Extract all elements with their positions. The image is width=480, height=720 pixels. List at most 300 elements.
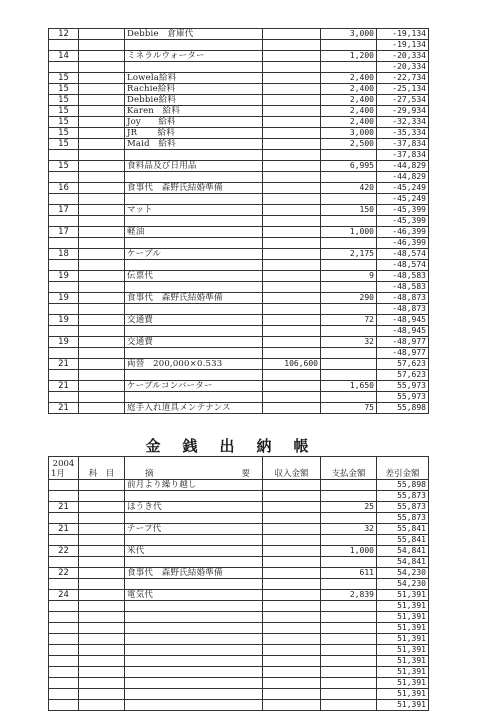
cell-day: 24 — [49, 590, 79, 601]
cell-balance: -22,734 — [377, 73, 429, 84]
cell-expense: 1,650 — [321, 381, 377, 392]
cell-day: 22 — [49, 568, 79, 579]
cell-desc: 交通費 — [125, 315, 263, 326]
cell-desc: Debbie 倉庫代 — [125, 29, 263, 40]
cell-day — [49, 700, 79, 711]
cell-balance: 57,623 — [377, 359, 429, 370]
cell-kamoku — [79, 546, 125, 557]
cell-day: 15 — [49, 73, 79, 84]
cell-kamoku — [79, 194, 125, 205]
cell-day — [49, 348, 79, 359]
cell-expense: 2,500 — [321, 139, 377, 150]
cell-desc — [125, 535, 263, 546]
cell-income — [263, 139, 321, 150]
table-row — [49, 216, 429, 227]
cell-income — [263, 326, 321, 337]
cell-day: 15 — [49, 117, 79, 128]
cell-day: 19 — [49, 337, 79, 348]
cell-balance: 55,898 — [377, 403, 429, 414]
header-balance: 差引金額 — [377, 457, 429, 480]
cell-day — [49, 480, 79, 491]
cell-balance: -48,977 — [377, 337, 429, 348]
cell-income — [263, 249, 321, 260]
cell-income — [263, 194, 321, 205]
cell-expense: 611 — [321, 568, 377, 579]
cell-desc: Joy 給料 — [125, 117, 263, 128]
cell-expense: 2,839 — [321, 590, 377, 601]
cell-expense — [321, 513, 377, 524]
table-row — [49, 62, 429, 73]
ledger-table-bottom — [48, 456, 429, 711]
cell-income — [263, 183, 321, 194]
table-row — [49, 128, 429, 139]
cell-desc: 電気代 — [125, 590, 263, 601]
cell-balance: 51,391 — [377, 700, 429, 711]
cell-desc — [125, 392, 263, 403]
table-row — [49, 282, 429, 293]
cell-kamoku — [79, 502, 125, 513]
cell-day — [49, 689, 79, 700]
cell-kamoku — [79, 326, 125, 337]
cell-expense: 2,400 — [321, 73, 377, 84]
cell-day: 18 — [49, 249, 79, 260]
cell-desc: 庭手入れ道具メンテナンス — [125, 403, 263, 414]
cell-income — [263, 62, 321, 73]
cell-expense — [321, 40, 377, 51]
cell-kamoku — [79, 667, 125, 678]
cell-income — [263, 84, 321, 95]
cell-day — [49, 216, 79, 227]
cell-expense — [321, 238, 377, 249]
header-tekiyo-right: 要 — [241, 469, 250, 479]
cell-balance: 55,873 — [377, 491, 429, 502]
cell-day — [49, 40, 79, 51]
cell-income — [263, 348, 321, 359]
cell-desc — [125, 623, 263, 634]
cell-kamoku — [79, 117, 125, 128]
cell-expense: 2,400 — [321, 84, 377, 95]
table-row — [49, 84, 429, 95]
cell-desc — [125, 62, 263, 73]
cell-balance: -37,834 — [377, 139, 429, 150]
cell-kamoku — [79, 689, 125, 700]
cell-kamoku — [79, 623, 125, 634]
cell-expense — [321, 304, 377, 315]
cell-day: 15 — [49, 95, 79, 106]
ledger-top-body — [49, 29, 429, 414]
cell-balance: 54,230 — [377, 568, 429, 579]
cell-expense: 1,000 — [321, 227, 377, 238]
cell-kamoku — [79, 612, 125, 623]
cell-kamoku — [79, 645, 125, 656]
cell-desc: 伝票代 — [125, 271, 263, 282]
cell-balance: 51,391 — [377, 689, 429, 700]
table-row — [49, 150, 429, 161]
table-row — [49, 183, 429, 194]
cell-day: 15 — [49, 139, 79, 150]
cell-income — [263, 502, 321, 513]
cell-balance: -35,334 — [377, 128, 429, 139]
cell-expense — [321, 645, 377, 656]
table-row — [49, 700, 429, 711]
table-row — [49, 381, 429, 392]
header-income: 収入金額 — [263, 457, 321, 480]
cell-income — [263, 678, 321, 689]
cell-expense: 6,995 — [321, 161, 377, 172]
cell-kamoku — [79, 656, 125, 667]
cell-balance: -48,574 — [377, 249, 429, 260]
cell-expense — [321, 359, 377, 370]
cell-balance: -46,399 — [377, 238, 429, 249]
cell-desc — [125, 150, 263, 161]
cell-day: 22 — [49, 546, 79, 557]
cell-income — [263, 645, 321, 656]
header-year: 2004 — [52, 459, 75, 469]
cell-kamoku — [79, 491, 125, 502]
cell-balance: -48,873 — [377, 293, 429, 304]
cell-balance: -48,583 — [377, 271, 429, 282]
table-row — [49, 678, 429, 689]
cell-expense — [321, 678, 377, 689]
cell-income — [263, 579, 321, 590]
cell-balance: -45,399 — [377, 205, 429, 216]
cell-income — [263, 601, 321, 612]
cell-kamoku — [79, 139, 125, 150]
cell-desc — [125, 216, 263, 227]
cell-balance: 55,841 — [377, 535, 429, 546]
ledger-bottom-body — [49, 480, 429, 711]
cell-desc: 交通費 — [125, 337, 263, 348]
cell-income — [263, 513, 321, 524]
cell-desc: 食料品及び日用品 — [125, 161, 263, 172]
cell-income — [263, 29, 321, 40]
cell-income — [263, 634, 321, 645]
cell-day — [49, 557, 79, 568]
cell-balance: -48,873 — [377, 304, 429, 315]
cell-expense — [321, 348, 377, 359]
ledger-table-top — [48, 28, 429, 414]
cell-balance: -25,134 — [377, 84, 429, 95]
cell-income — [263, 304, 321, 315]
cell-day — [49, 656, 79, 667]
cell-balance: -45,399 — [377, 216, 429, 227]
cell-income — [263, 293, 321, 304]
cell-desc — [125, 491, 263, 502]
cell-desc — [125, 370, 263, 381]
cell-desc: ほうき代 — [125, 502, 263, 513]
cell-income — [263, 612, 321, 623]
cell-balance: -45,249 — [377, 194, 429, 205]
cell-expense — [321, 623, 377, 634]
cell-expense — [321, 634, 377, 645]
cell-income — [263, 656, 321, 667]
cell-kamoku — [79, 128, 125, 139]
cell-expense: 32 — [321, 524, 377, 535]
cell-balance: 55,898 — [377, 480, 429, 491]
table-row — [49, 656, 429, 667]
cell-desc — [125, 40, 263, 51]
header-kamoku: 科 目 — [79, 457, 125, 480]
cell-kamoku — [79, 480, 125, 491]
cell-expense — [321, 667, 377, 678]
cell-desc — [125, 678, 263, 689]
cell-day: 21 — [49, 381, 79, 392]
table-row — [49, 205, 429, 216]
cell-kamoku — [79, 348, 125, 359]
cell-expense — [321, 480, 377, 491]
cell-balance: -20,334 — [377, 62, 429, 73]
table-row — [49, 623, 429, 634]
cell-day: 21 — [49, 502, 79, 513]
header-month: 1月 — [51, 469, 65, 479]
cell-balance: 51,391 — [377, 623, 429, 634]
header-tekiyo — [125, 457, 263, 480]
cell-income — [263, 216, 321, 227]
cell-day: 19 — [49, 315, 79, 326]
cell-day — [49, 370, 79, 381]
table-row — [49, 689, 429, 700]
cell-income — [263, 491, 321, 502]
table-row — [49, 513, 429, 524]
cell-day — [49, 579, 79, 590]
table-row — [49, 359, 429, 370]
cell-expense — [321, 172, 377, 183]
cell-balance: 57,623 — [377, 370, 429, 381]
cell-desc — [125, 348, 263, 359]
table-row — [49, 326, 429, 337]
header-date-cell — [49, 457, 79, 480]
cell-income — [263, 271, 321, 282]
cell-desc — [125, 700, 263, 711]
cell-desc: 食事代 森野氏結婚準備 — [125, 293, 263, 304]
cell-desc — [125, 656, 263, 667]
cell-expense — [321, 260, 377, 271]
cell-day — [49, 326, 79, 337]
table-row — [49, 194, 429, 205]
cell-day: 14 — [49, 51, 79, 62]
cell-income — [263, 73, 321, 84]
cell-expense — [321, 150, 377, 161]
cell-day — [49, 282, 79, 293]
cell-desc — [125, 557, 263, 568]
cell-balance: 55,873 — [377, 502, 429, 513]
cell-expense — [321, 579, 377, 590]
cell-kamoku — [79, 601, 125, 612]
cell-expense — [321, 689, 377, 700]
cell-kamoku — [79, 51, 125, 62]
cell-expense — [321, 535, 377, 546]
cell-kamoku — [79, 392, 125, 403]
cell-kamoku — [79, 513, 125, 524]
cell-expense: 32 — [321, 337, 377, 348]
cell-balance: 55,841 — [377, 524, 429, 535]
cell-kamoku — [79, 293, 125, 304]
cell-income — [263, 590, 321, 601]
cell-expense: 72 — [321, 315, 377, 326]
cell-balance: -48,945 — [377, 326, 429, 337]
cell-desc: Rachie給料 — [125, 84, 263, 95]
table-row — [49, 337, 429, 348]
cell-kamoku — [79, 579, 125, 590]
table-row — [49, 106, 429, 117]
cell-day — [49, 667, 79, 678]
cell-balance: 51,391 — [377, 645, 429, 656]
cell-balance: 51,391 — [377, 590, 429, 601]
table-row — [49, 370, 429, 381]
table-row — [49, 227, 429, 238]
cell-expense — [321, 601, 377, 612]
cell-balance: 55,873 — [377, 513, 429, 524]
cell-desc: テープ代 — [125, 524, 263, 535]
cell-income — [263, 524, 321, 535]
table-row — [49, 392, 429, 403]
table-row — [49, 73, 429, 84]
table-row — [49, 590, 429, 601]
cell-expense — [321, 62, 377, 73]
cell-day — [49, 535, 79, 546]
cell-income — [263, 667, 321, 678]
cell-income — [263, 546, 321, 557]
cell-desc: ミネラルウォーター — [125, 51, 263, 62]
cell-kamoku — [79, 524, 125, 535]
cell-balance: 51,391 — [377, 667, 429, 678]
cell-income — [263, 95, 321, 106]
cell-balance: -29,934 — [377, 106, 429, 117]
cell-kamoku — [79, 359, 125, 370]
cell-day — [49, 645, 79, 656]
cell-balance: -44,829 — [377, 161, 429, 172]
cell-desc — [125, 634, 263, 645]
cell-balance: -45,249 — [377, 183, 429, 194]
cell-desc — [125, 238, 263, 249]
cell-kamoku — [79, 150, 125, 161]
cell-income — [263, 535, 321, 546]
cell-kamoku — [79, 370, 125, 381]
cell-day — [49, 678, 79, 689]
cell-expense — [321, 656, 377, 667]
cell-kamoku — [79, 535, 125, 546]
cell-day — [49, 612, 79, 623]
cell-day: 21 — [49, 359, 79, 370]
cell-kamoku — [79, 260, 125, 271]
cell-balance: -27,534 — [377, 95, 429, 106]
cell-income — [263, 557, 321, 568]
cell-balance: -48,977 — [377, 348, 429, 359]
cell-income — [263, 337, 321, 348]
cell-desc — [125, 304, 263, 315]
cell-expense: 2,400 — [321, 95, 377, 106]
cell-balance: 51,391 — [377, 601, 429, 612]
cell-income — [263, 282, 321, 293]
table-row — [49, 271, 429, 282]
table-row — [49, 480, 429, 491]
cell-kamoku — [79, 337, 125, 348]
cell-expense: 290 — [321, 293, 377, 304]
cell-expense: 3,000 — [321, 29, 377, 40]
cell-desc: Lowela給料 — [125, 73, 263, 84]
ledger-title: 金銭出納帳 — [145, 437, 331, 455]
cell-balance: -32,334 — [377, 117, 429, 128]
table-row — [49, 260, 429, 271]
cell-desc — [125, 172, 263, 183]
cell-balance: -37,834 — [377, 150, 429, 161]
cell-expense — [321, 700, 377, 711]
cell-desc: 米代 — [125, 546, 263, 557]
cell-income — [263, 370, 321, 381]
cell-desc — [125, 612, 263, 623]
cell-balance: -48,574 — [377, 260, 429, 271]
cell-expense: 1,000 — [321, 546, 377, 557]
cell-expense — [321, 216, 377, 227]
cell-income — [263, 689, 321, 700]
cell-kamoku — [79, 304, 125, 315]
cell-desc: 前月より繰り越し — [125, 480, 263, 491]
cell-balance: 51,391 — [377, 678, 429, 689]
cell-kamoku — [79, 249, 125, 260]
cell-income — [263, 700, 321, 711]
cell-day: 17 — [49, 205, 79, 216]
table-row — [49, 139, 429, 150]
table-row — [49, 172, 429, 183]
cell-desc — [125, 260, 263, 271]
cell-desc — [125, 282, 263, 293]
cell-desc: ケーブルコンバーター — [125, 381, 263, 392]
cell-kamoku — [79, 40, 125, 51]
cell-kamoku — [79, 205, 125, 216]
cell-balance: 51,391 — [377, 634, 429, 645]
cell-day — [49, 172, 79, 183]
cell-kamoku — [79, 172, 125, 183]
cell-expense — [321, 370, 377, 381]
table-row — [49, 535, 429, 546]
cell-desc: 食事代 森野氏結婚準備 — [125, 183, 263, 194]
table-row — [49, 645, 429, 656]
cell-income — [263, 238, 321, 249]
cell-day: 15 — [49, 84, 79, 95]
cell-expense — [321, 392, 377, 403]
cell-income — [263, 205, 321, 216]
cell-day: 19 — [49, 293, 79, 304]
cell-balance: 55,973 — [377, 392, 429, 403]
cell-kamoku — [79, 315, 125, 326]
cell-kamoku — [79, 403, 125, 414]
cell-day — [49, 601, 79, 612]
cell-kamoku — [79, 62, 125, 73]
table-row — [49, 51, 429, 62]
table-row — [49, 293, 429, 304]
cell-desc — [125, 194, 263, 205]
cell-income: 106,600 — [263, 359, 321, 370]
cell-kamoku — [79, 106, 125, 117]
cell-desc: ケーブル — [125, 249, 263, 260]
table-row — [49, 95, 429, 106]
cell-balance: -20,334 — [377, 51, 429, 62]
cell-kamoku — [79, 557, 125, 568]
cell-day — [49, 623, 79, 634]
cell-expense — [321, 282, 377, 293]
cell-balance: -44,829 — [377, 172, 429, 183]
cell-income — [263, 161, 321, 172]
cell-kamoku — [79, 29, 125, 40]
cell-day — [49, 634, 79, 645]
cell-desc — [125, 579, 263, 590]
cell-balance: 54,841 — [377, 546, 429, 557]
cell-balance: 54,230 — [377, 579, 429, 590]
table-row — [49, 40, 429, 51]
cell-desc: Maid 給料 — [125, 139, 263, 150]
cell-balance: 51,391 — [377, 612, 429, 623]
table-row — [49, 304, 429, 315]
